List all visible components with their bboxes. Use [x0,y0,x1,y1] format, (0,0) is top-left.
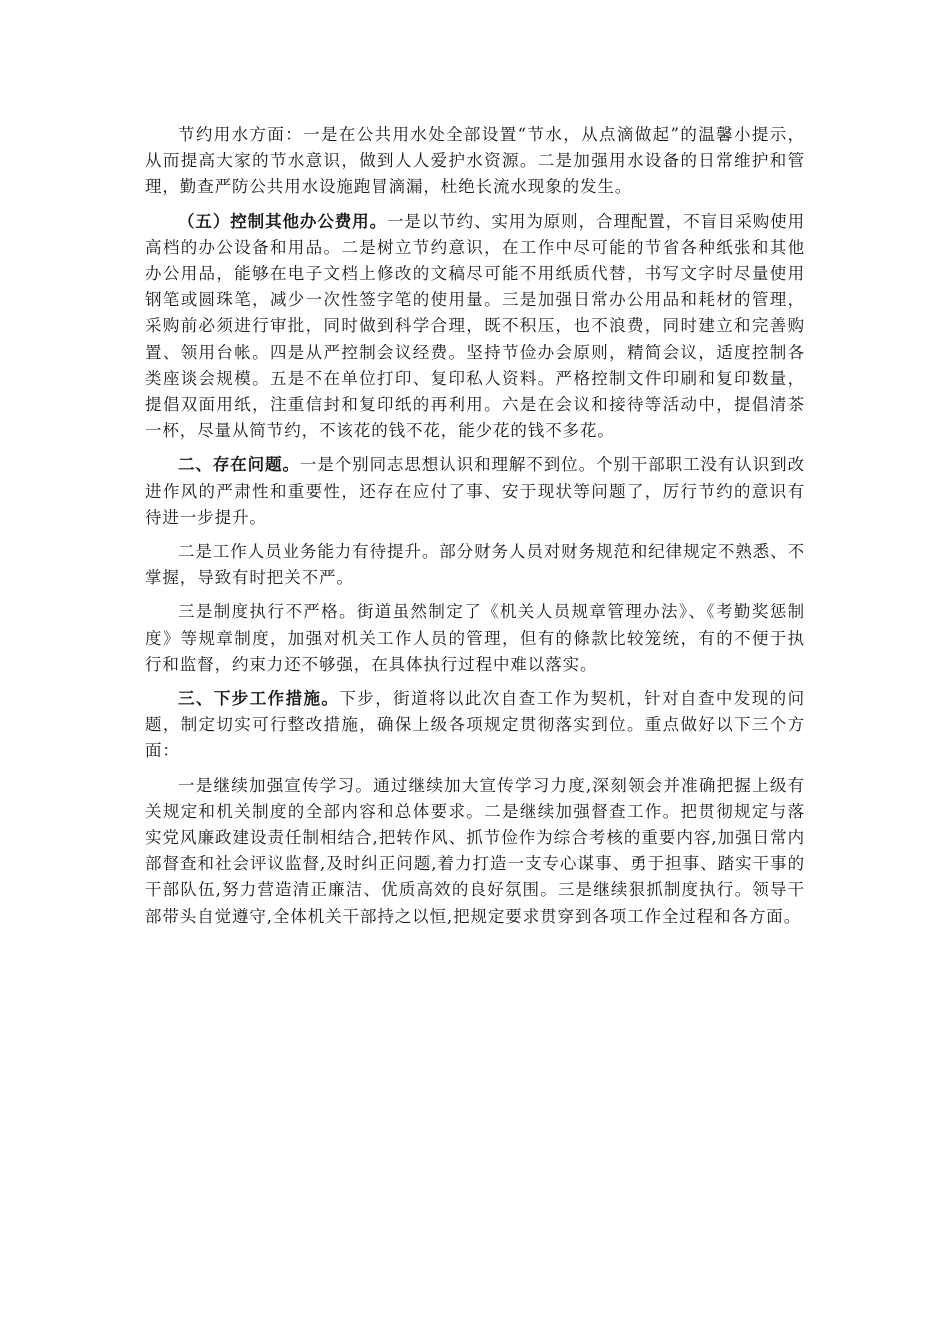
paragraph-text: 一是个别同志思想认识和理解不到位。个别干部职工没有认识到改进作风的严肃性和重要性，还存在应付了事、安于现状等问题了，厉行节约的意识有待进一步提升。 [145,455,805,527]
paragraph-heading: 二、存在问题。 [178,455,300,475]
paragraph-text: 二是工作人员业务能力有待提升。部分财务人员对财务规范和纪律规定不熟悉、不掌握，导致有时把关不严。 [145,542,805,588]
paragraph-text: 一是继续加强宣传学习。通过继续加大宣传学习力度,深刻领会并准确把握上级有关规定和机关制度的全部内容和总体要求。二是继续加强督查工作。把贯彻规定与落实党风廉政建设责任制相结合,把转作风、抓节俭作为综合考核的重要内容,加强日常内部督查和社会评议监督,及时纠正问题,着力打造一支专心谋事、勇于担事、踏实干事的干部队伍,努力营造清正廉洁、优质高效的良好氛围。三是继续狠抓制度执行。领导干部带头自觉遵守,全体机关干部持之以恒,把规定要求贯穿到各项工作全过程和各方面。 [145,775,805,926]
paragraph-text: 三是制度执行不严格。街道虽然制定了《机关人员规章管理办法》、《考勤奖惩制度》等规章制度，加强对机关工作人员的管理，但有的條款比较笼统，有的不便于执行和监督，约束力还不够强，在具体执行过程中难以落实。 [145,602,805,674]
paragraph-heading: （五）控制其他办公费用。 [178,211,387,231]
paragraph-text: 一是以节约、实用为原则，合理配置，不盲目采购使用高档的办公设备和用品。二是树立节约意识，在工作中尽可能的节省各种纸张和其他办公用品，能够在电子文档上修改的文稿尽可能不用纸质代替，书写文字时尽量使用钢笔或圆珠笔，减少一次性签字笔的使用量。三是加强日常办公用品和耗材的管理，采购前必须进行审批，同时做到科学合理，既不积压，也不浪费，同时建立和完善购置、领用台帐。四是从严控制会议经费。坚持节俭办会原则，精简会议，适度控制各类座谈会规模。五是不在单位打印、复印私人资料。严格控制文件印刷和复印数量，提倡双面用纸，注重信封和复印纸的再利用。六是在会议和接待等活动中，提倡清茶一杯，尽量从简节约，不该花的钱不花，能少花的钱不多花。 [145,211,805,441]
paragraph-heading: 三、下步工作措施。 [178,689,340,709]
paragraph-problem-three [145,599,805,678]
paragraph-next-steps [145,686,805,765]
paragraph-office-expenses [145,209,805,445]
paragraph-text: 下步，街道将以此次自查工作为契机，针对自查中发现的问题，制定切实可行整改措施，确保上级各项规定贯彻落实到位。重点做好以下三个方面： [145,689,805,761]
paragraph-text: 节约用水方面：一是在公共用水处全部设置“节水，从点滴做起”的温馨小提示，从而提高大家的节水意识，做到人人爱护水资源。二是加强用水设备的日常维护和管理，勤查严防公共用水设施跑冒滴漏，杜绝长流水现象的发生。 [145,125,805,197]
paragraph-water-saving [145,122,805,201]
paragraph-existing-problems [145,452,805,531]
paragraph-problem-two [145,539,805,591]
document-page [145,122,805,938]
paragraph-measures [145,773,805,930]
